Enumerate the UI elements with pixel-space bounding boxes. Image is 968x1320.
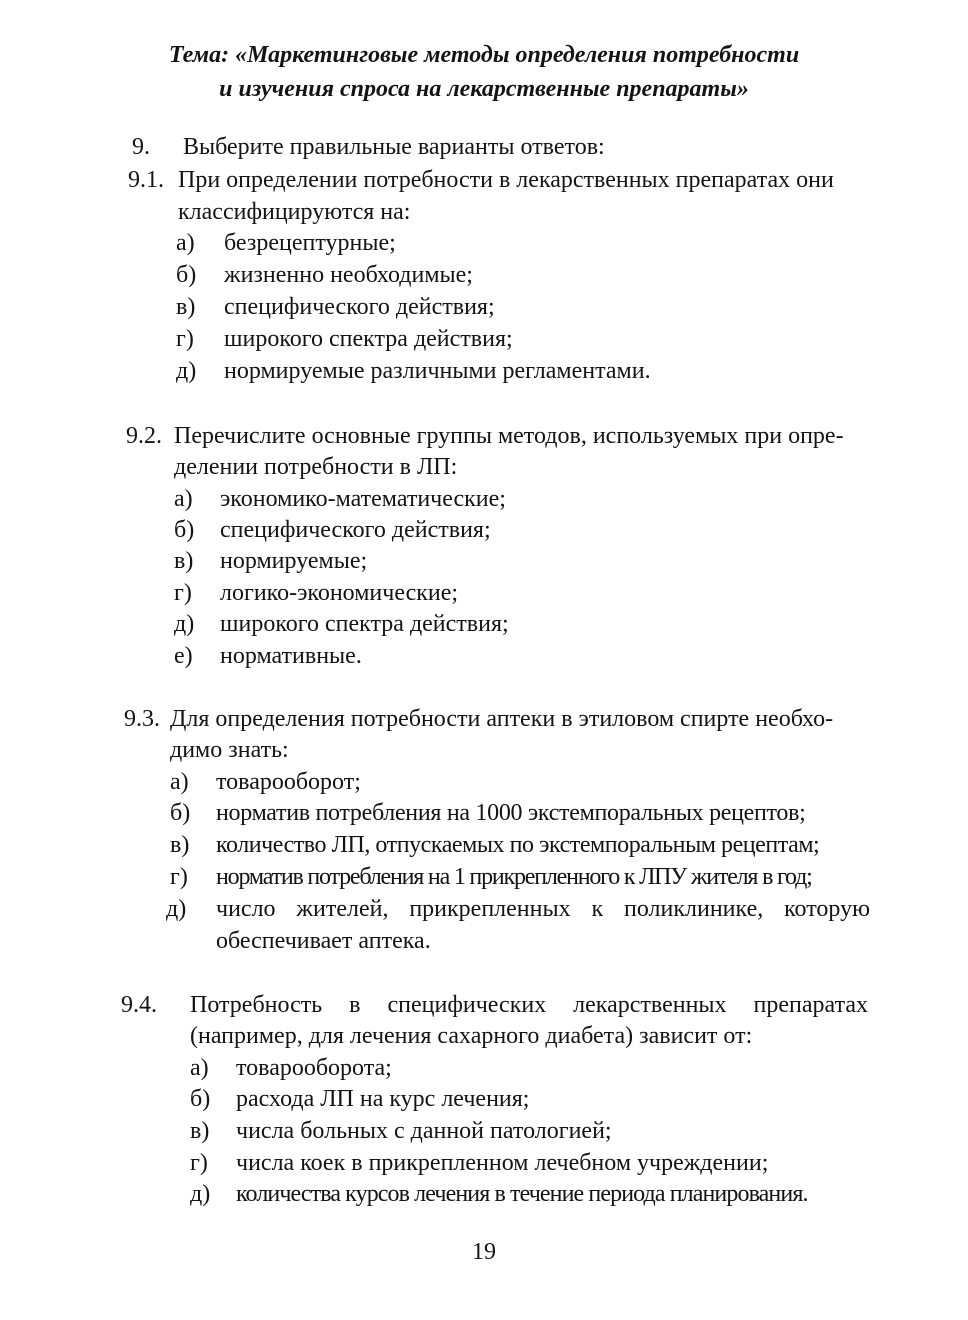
option-text: количество ЛП, отпускаемых по экстемпоральным рецептам; [216, 832, 820, 858]
option-text: количества курсов лечения в течение периода планирования. [236, 1181, 808, 1207]
option-text: норматив потребления на 1000 экстемпоральных рецептов; [216, 800, 806, 826]
option-letter: г) [170, 864, 188, 890]
option-text: товарооборот; [216, 769, 361, 795]
question-number: 9.2. [126, 423, 162, 449]
option-letter: д) [176, 358, 197, 384]
question-text: Для определения потребности аптеки в этиловом спирте необхо- [170, 706, 834, 732]
option-letter: в) [170, 832, 190, 858]
question-text-cont: димо знать: [170, 737, 289, 763]
option-letter: а) [190, 1055, 209, 1081]
option-letter: в) [174, 548, 194, 574]
option-text: товарооборота; [236, 1055, 392, 1081]
question-number: 9.4. [121, 992, 157, 1018]
option-letter: а) [170, 769, 189, 795]
option-text: логико-экономические; [220, 580, 459, 606]
option-text: нормируемые; [220, 548, 368, 574]
option-letter: б) [170, 800, 191, 826]
option-letter: а) [174, 486, 193, 512]
question-text: Перечислите основные группы методов, используемых при опре- [174, 423, 844, 449]
option-letter: д) [166, 896, 187, 922]
question-text-cont: классифицируются на: [178, 199, 411, 225]
title-line-1: Тема: «Маркетинговые методы определения потребности [168, 42, 800, 68]
option-letter: д) [190, 1181, 211, 1207]
option-letter: г) [190, 1150, 208, 1176]
option-letter: а) [176, 230, 195, 256]
option-text: числа коек в прикрепленном лечебном учреждении; [236, 1150, 769, 1176]
option-letter: в) [190, 1118, 210, 1144]
option-letter: б) [190, 1086, 211, 1112]
option-letter: д) [174, 611, 195, 637]
option-letter: в) [176, 294, 196, 320]
option-text: расхода ЛП на курс лечения; [236, 1086, 530, 1112]
option-text: нормативные. [220, 643, 362, 669]
page-number: 19 [472, 1239, 496, 1265]
option-letter: б) [176, 262, 197, 288]
question-text-cont: делении потребности в ЛП: [174, 454, 458, 480]
question-text: При определении потребности в лекарственных препаратах они [178, 167, 834, 193]
question-number: 9.1. [128, 167, 164, 193]
option-text: широкого спектра действия; [224, 326, 513, 352]
question-number: 9. [132, 134, 150, 160]
option-text: число жителей, прикрепленных к поликлинике, которую [216, 896, 870, 922]
option-letter: г) [174, 580, 192, 606]
option-text: жизненно необходимые; [224, 262, 473, 288]
question-text: Потребность в специфических лекарственных препаратах [190, 992, 868, 1018]
option-text: безрецептурные; [224, 230, 396, 256]
option-text: широкого спектра действия; [220, 611, 509, 637]
question-number: 9.3. [124, 706, 160, 732]
question-text-cont: (например, для лечения сахарного диабета) зависит от: [190, 1023, 753, 1049]
option-letter: е) [174, 643, 193, 669]
title-line-2: и изучения спроса на лекарственные препараты» [219, 76, 749, 102]
option-text: норматив потребления на 1 прикрепленного к ЛПУ жителя в год; [216, 864, 812, 890]
option-text: нормируемые различными регламентами. [224, 358, 651, 384]
question-text: Выберите правильные варианты ответов: [183, 134, 605, 160]
option-text: специфического действия; [224, 294, 495, 320]
option-letter: б) [174, 517, 195, 543]
option-text: экономико-математические; [220, 486, 506, 512]
option-text-cont: обеспечивает аптека. [216, 928, 431, 954]
option-text: числа больных с данной патологией; [236, 1118, 612, 1144]
option-letter: г) [176, 326, 194, 352]
option-text: специфического действия; [220, 517, 491, 543]
